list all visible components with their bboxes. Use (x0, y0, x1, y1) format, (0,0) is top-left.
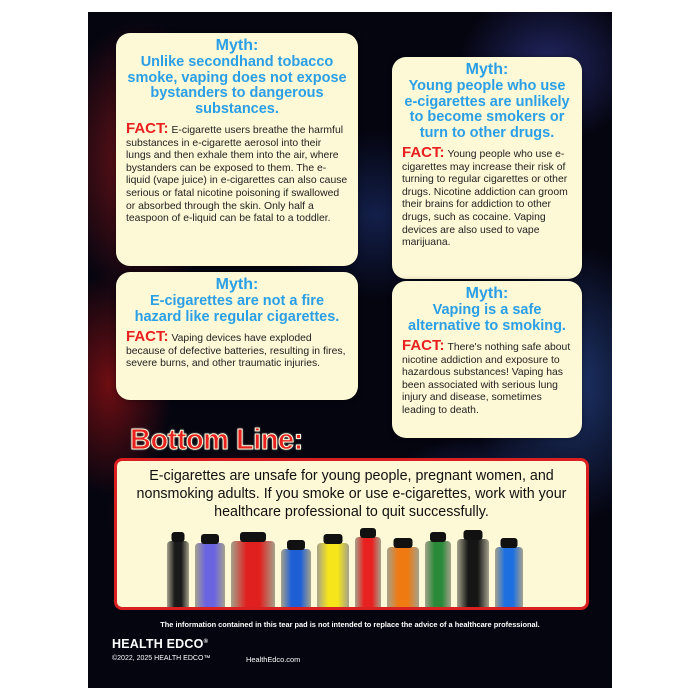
myth-card-fire-hazard (116, 272, 358, 400)
vape-device (425, 541, 451, 607)
registered-mark: ® (203, 638, 209, 645)
fact-text: Young people who use e-cigarettes may increase their risk of turning to regular cigarettes or other drugs. Nicotine addiction can groom their brains for addiction to other drugs, such as cocaine. Vaping devices are also used to vape marijuana. (402, 149, 568, 249)
copyright-text: ©2022, 2025 HEALTH EDCO™ (112, 655, 211, 662)
vape-device (355, 537, 381, 607)
fact-text: Vaping devices have exploded because of defective batteries, resulting in fires, severe burns, and other traumatic injuries. (126, 333, 346, 370)
myth-text: E-cigarettes are not a fire hazard like regular cigarettes. (134, 293, 340, 325)
fact-paragraph (126, 120, 348, 226)
fact-text: There's nothing safe about nicotine addiction and exposure to hazardous substances! Vaping has been associated with serious lung injury and disease, sometimes leading to death. (402, 342, 571, 416)
vape-mouthpiece (240, 532, 266, 542)
fact-label: FACT: (402, 337, 445, 354)
myth-label: Myth: (465, 285, 509, 302)
vape-mouthpiece (324, 534, 343, 544)
myth-text: Vaping is a safe alternative to smoking. (408, 302, 566, 334)
vape-mouthpiece (501, 538, 518, 548)
vape-device (387, 547, 419, 607)
myth-label: Myth: (215, 276, 259, 293)
vape-device (195, 543, 225, 607)
fact-paragraph (402, 144, 572, 250)
fact-label: FACT: (126, 328, 169, 345)
fact-label: FACT: (402, 144, 445, 161)
vape-mouthpiece (464, 530, 483, 540)
disclaimer-text: The information contained in this tear pad is not intended to replace the advice of a healthcare professional. (160, 620, 540, 629)
vape-mouthpiece (287, 540, 305, 550)
vape-mouthpiece (172, 532, 185, 542)
fact-text: E-cigarette users breathe the harmful substances in e-cigarette aerosol into their lungs and then exhale them into the air, where bystanders can be exposed to them. The e-liquid (vape juice) in e-cigarettes can also cause serious or fatal nicotine poisoning if swallowed or absorbed through the skin. Only half a teaspoon of e-liquid can be fatal to a toddler. (126, 125, 348, 225)
website-text: HealthEdco.com (246, 655, 301, 664)
vape-device (495, 547, 523, 607)
bottom-line-text: E-cigarettes are unsafe for young people, pregnant women, and nonsmoking adults. If you smoke or use e-cigarettes, work with your healthcare professional to quit successfully. (136, 468, 567, 520)
vape-mouthpiece (201, 534, 219, 544)
fact-paragraph (402, 337, 572, 418)
brand-logo (112, 637, 208, 651)
vape-mouthpiece (360, 528, 376, 538)
vape-device (167, 541, 189, 607)
bottom-line-title: Bottom Line: (130, 424, 303, 456)
poster-sheet (88, 12, 612, 688)
myth-card-young-people (392, 57, 582, 279)
brand-name: HEALTH EDCO (112, 637, 204, 651)
vape-device (231, 541, 275, 607)
fact-label: FACT: (126, 120, 169, 137)
vape-device (317, 543, 349, 607)
vape-device (281, 549, 311, 607)
myth-label: Myth: (215, 37, 259, 54)
vape-mouthpiece (430, 532, 446, 542)
myth-label: Myth: (465, 61, 509, 78)
vape-mouthpiece (394, 538, 413, 548)
vape-device (457, 539, 489, 607)
vape-devices-illustration (167, 519, 547, 607)
myth-card-secondhand (116, 33, 358, 266)
myth-text: Unlike secondhand tobacco smoke, vaping does not expose bystanders to dangerous substances. (127, 54, 347, 117)
bottom-line-box (114, 458, 589, 610)
myth-text: Young people who use e-cigarettes are unlikely to become smokers or turn to other drugs. (404, 78, 570, 141)
fact-paragraph (126, 328, 348, 371)
myth-card-safe-alternative (392, 281, 582, 438)
